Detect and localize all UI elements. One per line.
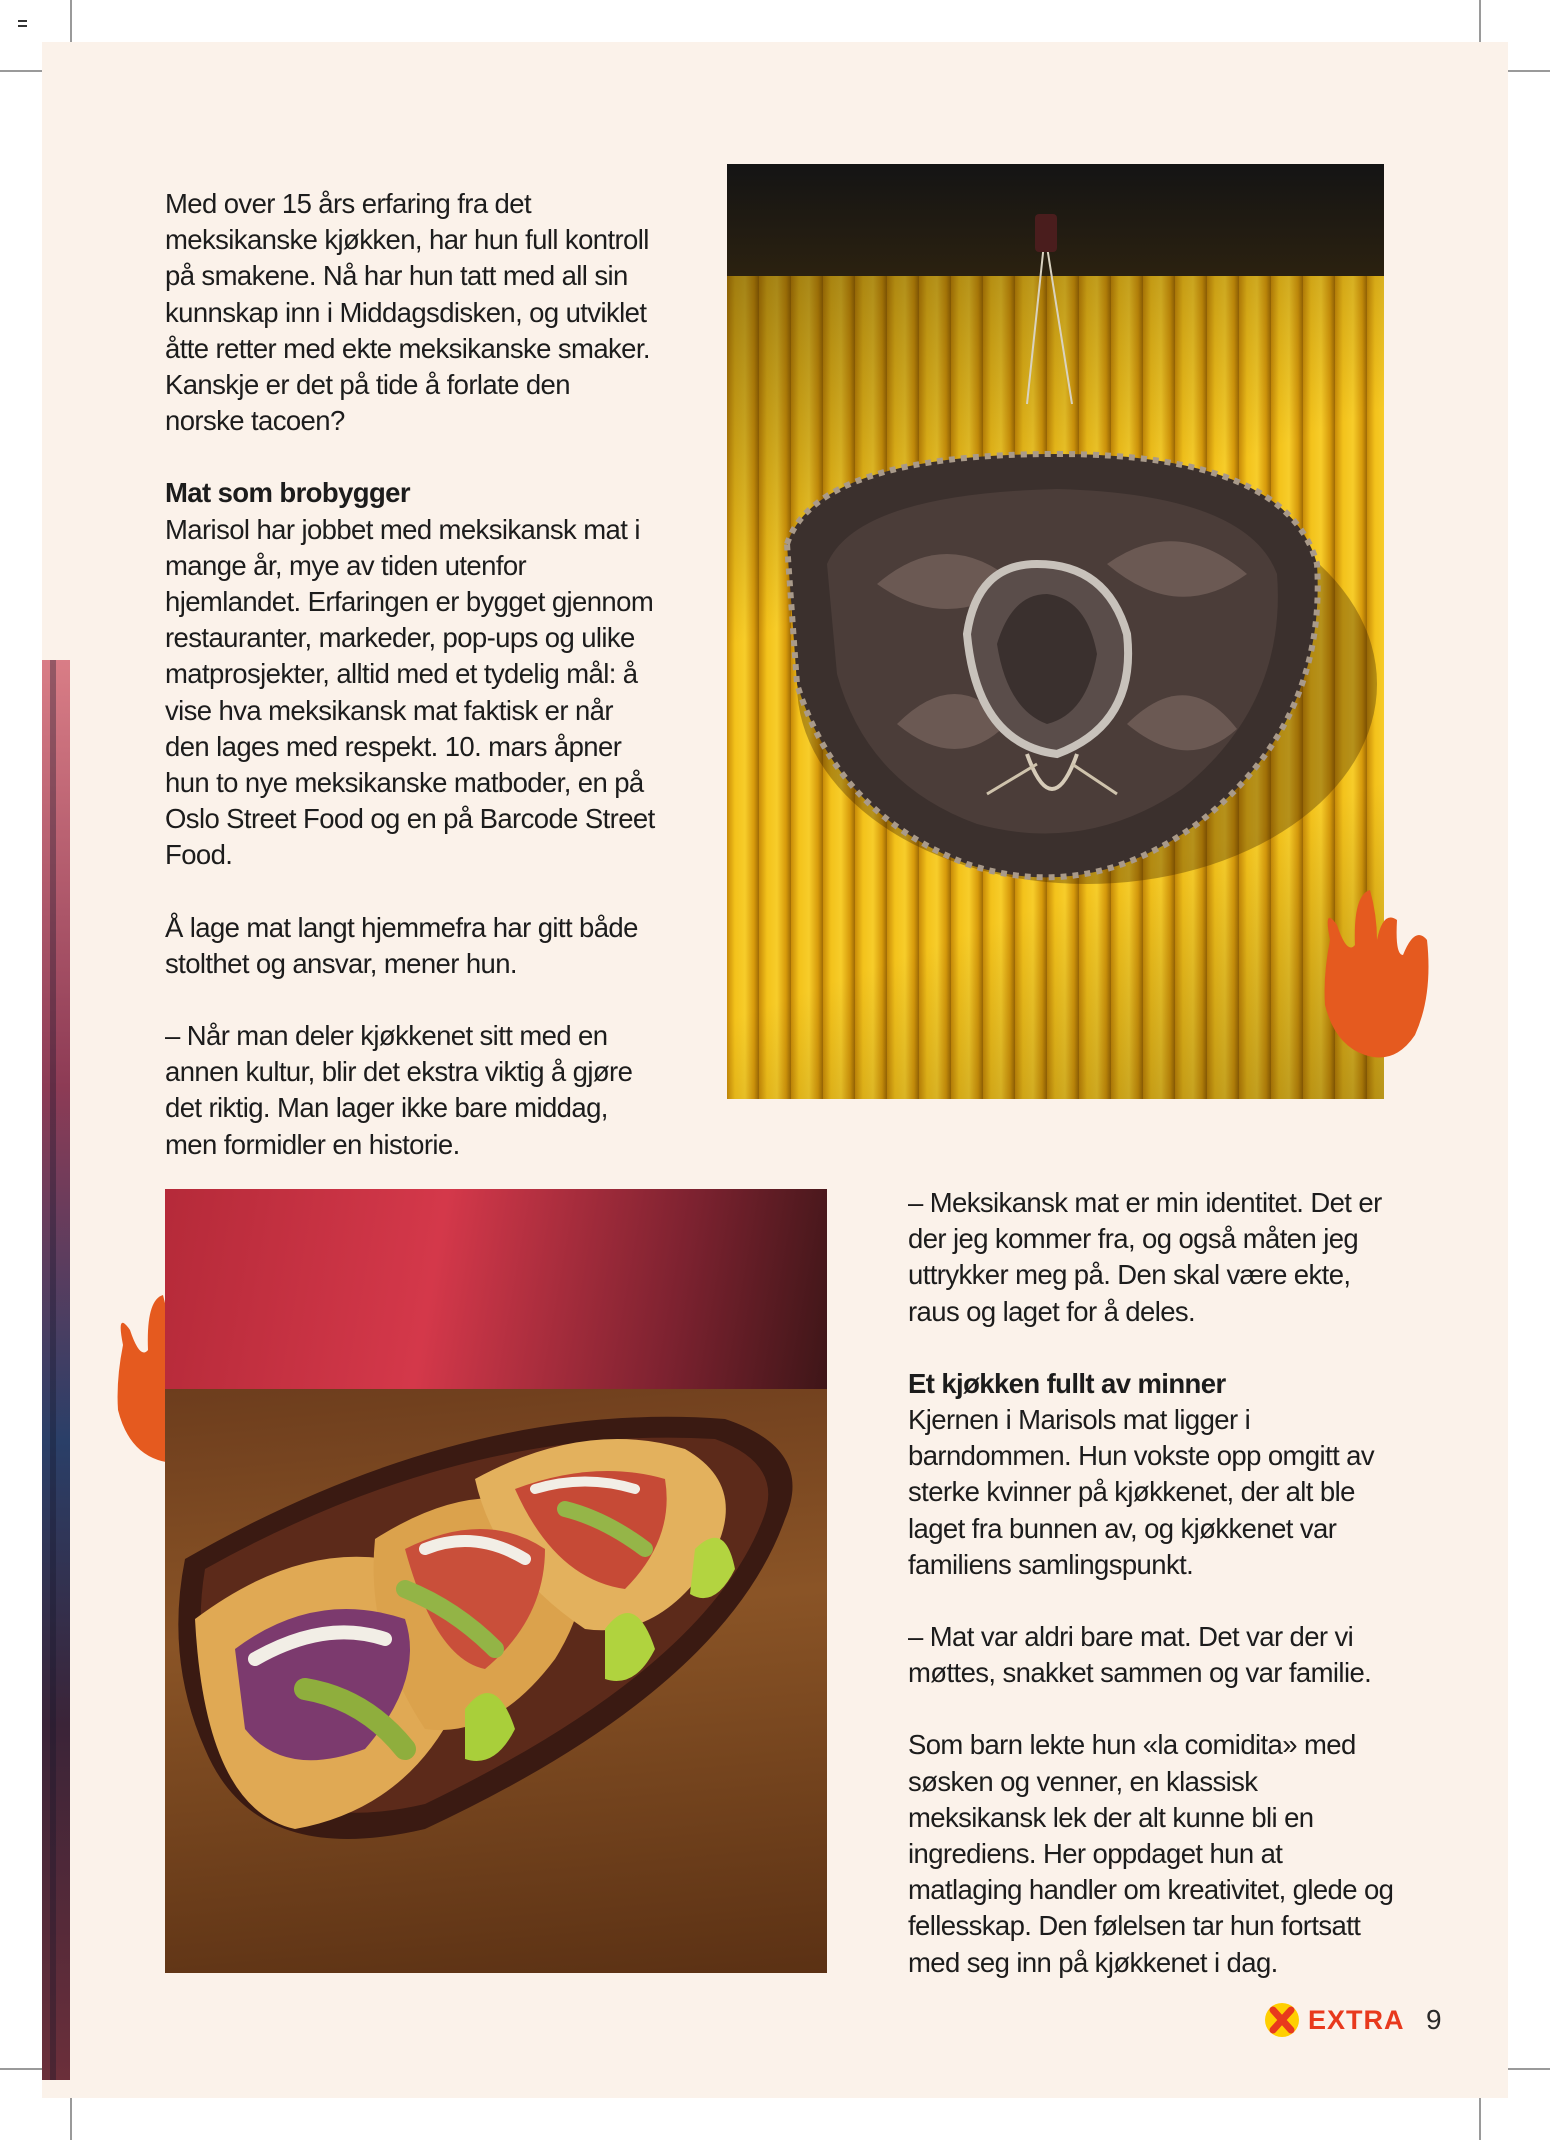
article-column-right	[908, 1185, 1398, 2017]
crop-mark	[1479, 2096, 1481, 2140]
facing-page-edge	[42, 660, 70, 2080]
tacos-illustration	[165, 1189, 827, 1973]
crop-mark	[1506, 2068, 1550, 2070]
extra-logo	[1264, 2002, 1405, 2038]
sombrero-illustration	[727, 164, 1384, 1099]
crop-mark	[0, 70, 44, 72]
article-column-left	[165, 186, 655, 1199]
body-paragraph: Som barn lekte hun «la comidita» med søsken og venner, en klassisk meksikansk lek der alt kunne bli en ingrediens. Her oppdaget hun at matlaging handler om kreativitet, glede og fellesskap. Den følelsen tar hun fortsatt med seg inn på kjøkkenet i dag.	[908, 1729, 1394, 1978]
extra-x-icon	[1264, 2002, 1300, 2038]
crop-mark	[1506, 70, 1550, 72]
section-heading: Mat som brobygger	[165, 477, 410, 509]
body-paragraph: Marisol har jobbet med meksikansk mat i mange år, mye av tiden utenfor hjemlandet. Erfaringen er bygget gjennom restauranter, markeder, pop-ups og ulike matprosjekter, alltid med et tydelig mål: å vise hva meksikansk mat faktisk er når den lages med respekt. 10. mars åpner hun to nye meksikanske matboder, en på Oslo Street Food og en på Barcode Street Food.	[165, 513, 655, 871]
quote-paragraph: – Meksikansk mat er min identitet. Det er der jeg kommer fra, og også måten jeg uttrykker meg på. Den skal være ekte, raus og laget for å deles.	[908, 1187, 1382, 1327]
hand-decoration-icon	[1315, 885, 1435, 1060]
crop-mark	[70, 2096, 72, 2140]
crop-mark	[1479, 0, 1481, 44]
quote-paragraph: – Mat var aldri bare mat. Det var der vi møttes, snakket sammen og var familie.	[908, 1621, 1372, 1689]
menu-icon[interactable]	[18, 20, 27, 27]
body-paragraph: Kjernen i Marisols mat ligger i barndommen. Hun vokste opp omgitt av sterke kvinner på kjøkkenet, der alt ble laget fra bunnen av, og kjøkkenet var familiens samlingspunkt.	[908, 1404, 1375, 1580]
crop-mark	[70, 0, 72, 44]
tacos-photo	[165, 1189, 827, 1973]
body-paragraph: Å lage mat langt hjemmefra har gitt både stolthet og ansvar, mener hun.	[165, 911, 638, 979]
quote-paragraph: – Når man deler kjøkkenet sitt med en annen kultur, blir det ekstra viktig å gjøre det riktig. Man lager ikke bare middag, men formidler en historie.	[165, 1020, 633, 1160]
logo-text: EXTRA	[1308, 2004, 1405, 2035]
sombrero-photo	[727, 164, 1384, 1099]
intro-paragraph: Med over 15 års erfaring fra det meksikanske kjøkken, har hun full kontroll på smakene. Nå har hun tatt med all sin kunnskap inn i Middagsdisken, og utviklet åtte retter med ekte meksikanske smaker. Kanskje er det på tide å forlate den norske tacoen?	[165, 188, 650, 437]
crop-mark	[0, 2068, 44, 2070]
section-heading: Et kjøkken fullt av minner	[908, 1367, 1226, 1399]
page-number: 9	[1426, 2004, 1442, 2035]
